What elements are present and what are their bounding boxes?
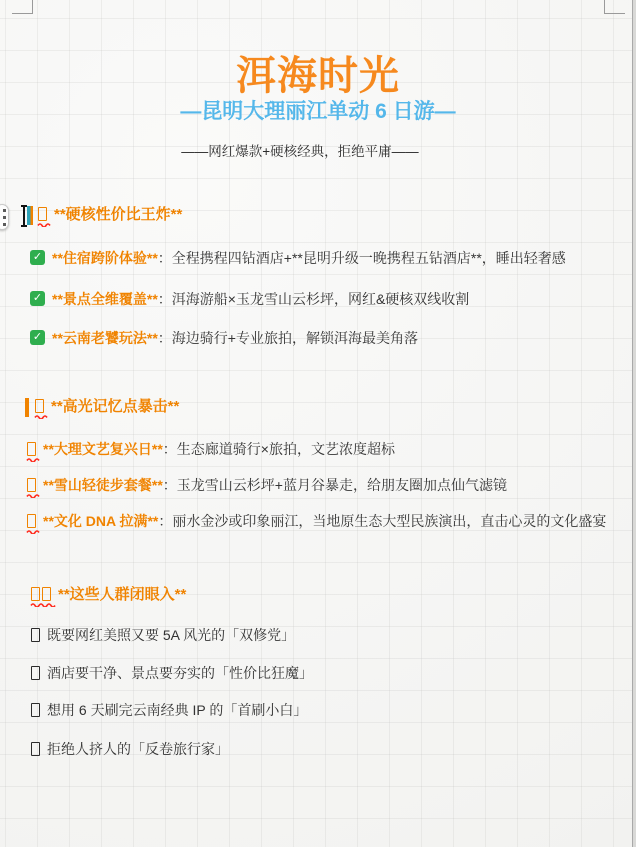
missing-glyph-box-icon bbox=[31, 740, 40, 761]
item-label: **大理文艺复兴日** bbox=[43, 441, 163, 457]
list-item bbox=[30, 290, 469, 309]
section-heading-label: **硬核性价比王炸** bbox=[54, 206, 183, 223]
item-text: ：海边骑行+专业旅拍，解锁洱海最美角落 bbox=[157, 330, 418, 346]
missing-glyph-box-icon bbox=[38, 205, 47, 226]
text-cursor-icon bbox=[23, 205, 25, 227]
list-item bbox=[31, 626, 295, 647]
spellcheck-squiggle bbox=[34, 414, 48, 419]
item-text: ：洱海游船×玉龙雪山云杉坪，网红&硬核双线收割 bbox=[157, 291, 470, 307]
item-text: ：玉龙雪山云杉坪+蓝月谷暴走，给朋友圈加点仙气滤镜 bbox=[162, 477, 507, 493]
missing-glyph-box-icon bbox=[27, 512, 36, 533]
item-text: 想用 6 天刷完云南经典 IP 的「首刷小白」 bbox=[47, 702, 308, 718]
double-missing-glyph-box-icon bbox=[31, 585, 51, 606]
spellcheck-squiggle bbox=[37, 222, 51, 227]
accent-bar-icon bbox=[25, 398, 29, 417]
section-heading-1 bbox=[23, 205, 182, 227]
item-label: **住宿跨阶体验** bbox=[52, 250, 158, 266]
list-item bbox=[31, 664, 313, 685]
page-right-edge bbox=[632, 0, 636, 847]
margin-crop-mark-top-right bbox=[604, 0, 625, 14]
spellcheck-squiggle bbox=[26, 529, 40, 534]
spellcheck-squiggle bbox=[26, 457, 40, 462]
green-check-icon: ✓ bbox=[30, 291, 45, 306]
list-item bbox=[30, 249, 566, 268]
section-heading-3 bbox=[31, 585, 186, 606]
item-text: 既要网红美照又要 5A 风光的「双修党」 bbox=[47, 627, 296, 643]
list-item bbox=[31, 701, 307, 722]
item-label: **文化 DNA 拉满** bbox=[43, 513, 159, 529]
item-label: **云南老饕玩法** bbox=[52, 330, 158, 346]
missing-glyph-box-icon bbox=[27, 440, 36, 461]
section-heading-label: **这些人群闭眼入** bbox=[58, 586, 187, 603]
spellcheck-squiggle bbox=[26, 493, 40, 498]
accent-bar-icon bbox=[27, 206, 33, 225]
page-title: 洱海时光 bbox=[236, 54, 400, 98]
page-tagline: ——网红爆款+硬核经典，拒绝平庸—— bbox=[181, 144, 419, 159]
item-text: ：丽水金沙或印象丽江，当地原生态大型民族演出，直击心灵的文化盛宴 bbox=[158, 513, 607, 529]
missing-glyph-box-icon bbox=[31, 701, 40, 722]
page-subtitle: —昆明大理丽江单动 6 日游— bbox=[180, 100, 456, 123]
item-label: **雪山轻徒步套餐** bbox=[43, 477, 163, 493]
item-text: 酒店要干净、景点要夯实的「性价比狂魔」 bbox=[47, 665, 313, 681]
list-item bbox=[31, 740, 229, 761]
green-check-icon: ✓ bbox=[30, 250, 45, 265]
missing-glyph-box-icon bbox=[27, 476, 36, 497]
missing-glyph-box-icon bbox=[35, 397, 44, 418]
missing-glyph-box-icon bbox=[31, 664, 40, 685]
item-label: **景点全维覆盖** bbox=[52, 291, 158, 307]
section-heading-2 bbox=[25, 397, 179, 418]
list-item bbox=[27, 476, 507, 497]
green-check-icon: ✓ bbox=[30, 330, 45, 345]
item-text: ：全程携程四钻酒店+**昆明升级一晚携程五钻酒店**，睡出轻奢感 bbox=[157, 250, 566, 266]
item-text: ：生态廊道骑行×旅拍，文艺浓度超标 bbox=[162, 441, 395, 457]
section-heading-label: **高光记忆点暴击** bbox=[51, 398, 180, 415]
list-item bbox=[30, 329, 418, 348]
margin-crop-mark-top-left bbox=[12, 0, 33, 14]
drag-handle[interactable] bbox=[0, 204, 9, 230]
spellcheck-squiggle bbox=[30, 602, 56, 607]
list-item bbox=[27, 512, 606, 533]
list-item bbox=[27, 440, 395, 461]
missing-glyph-box-icon bbox=[31, 626, 40, 647]
item-text: 拒绝人挤人的「反卷旅行家」 bbox=[47, 741, 229, 757]
